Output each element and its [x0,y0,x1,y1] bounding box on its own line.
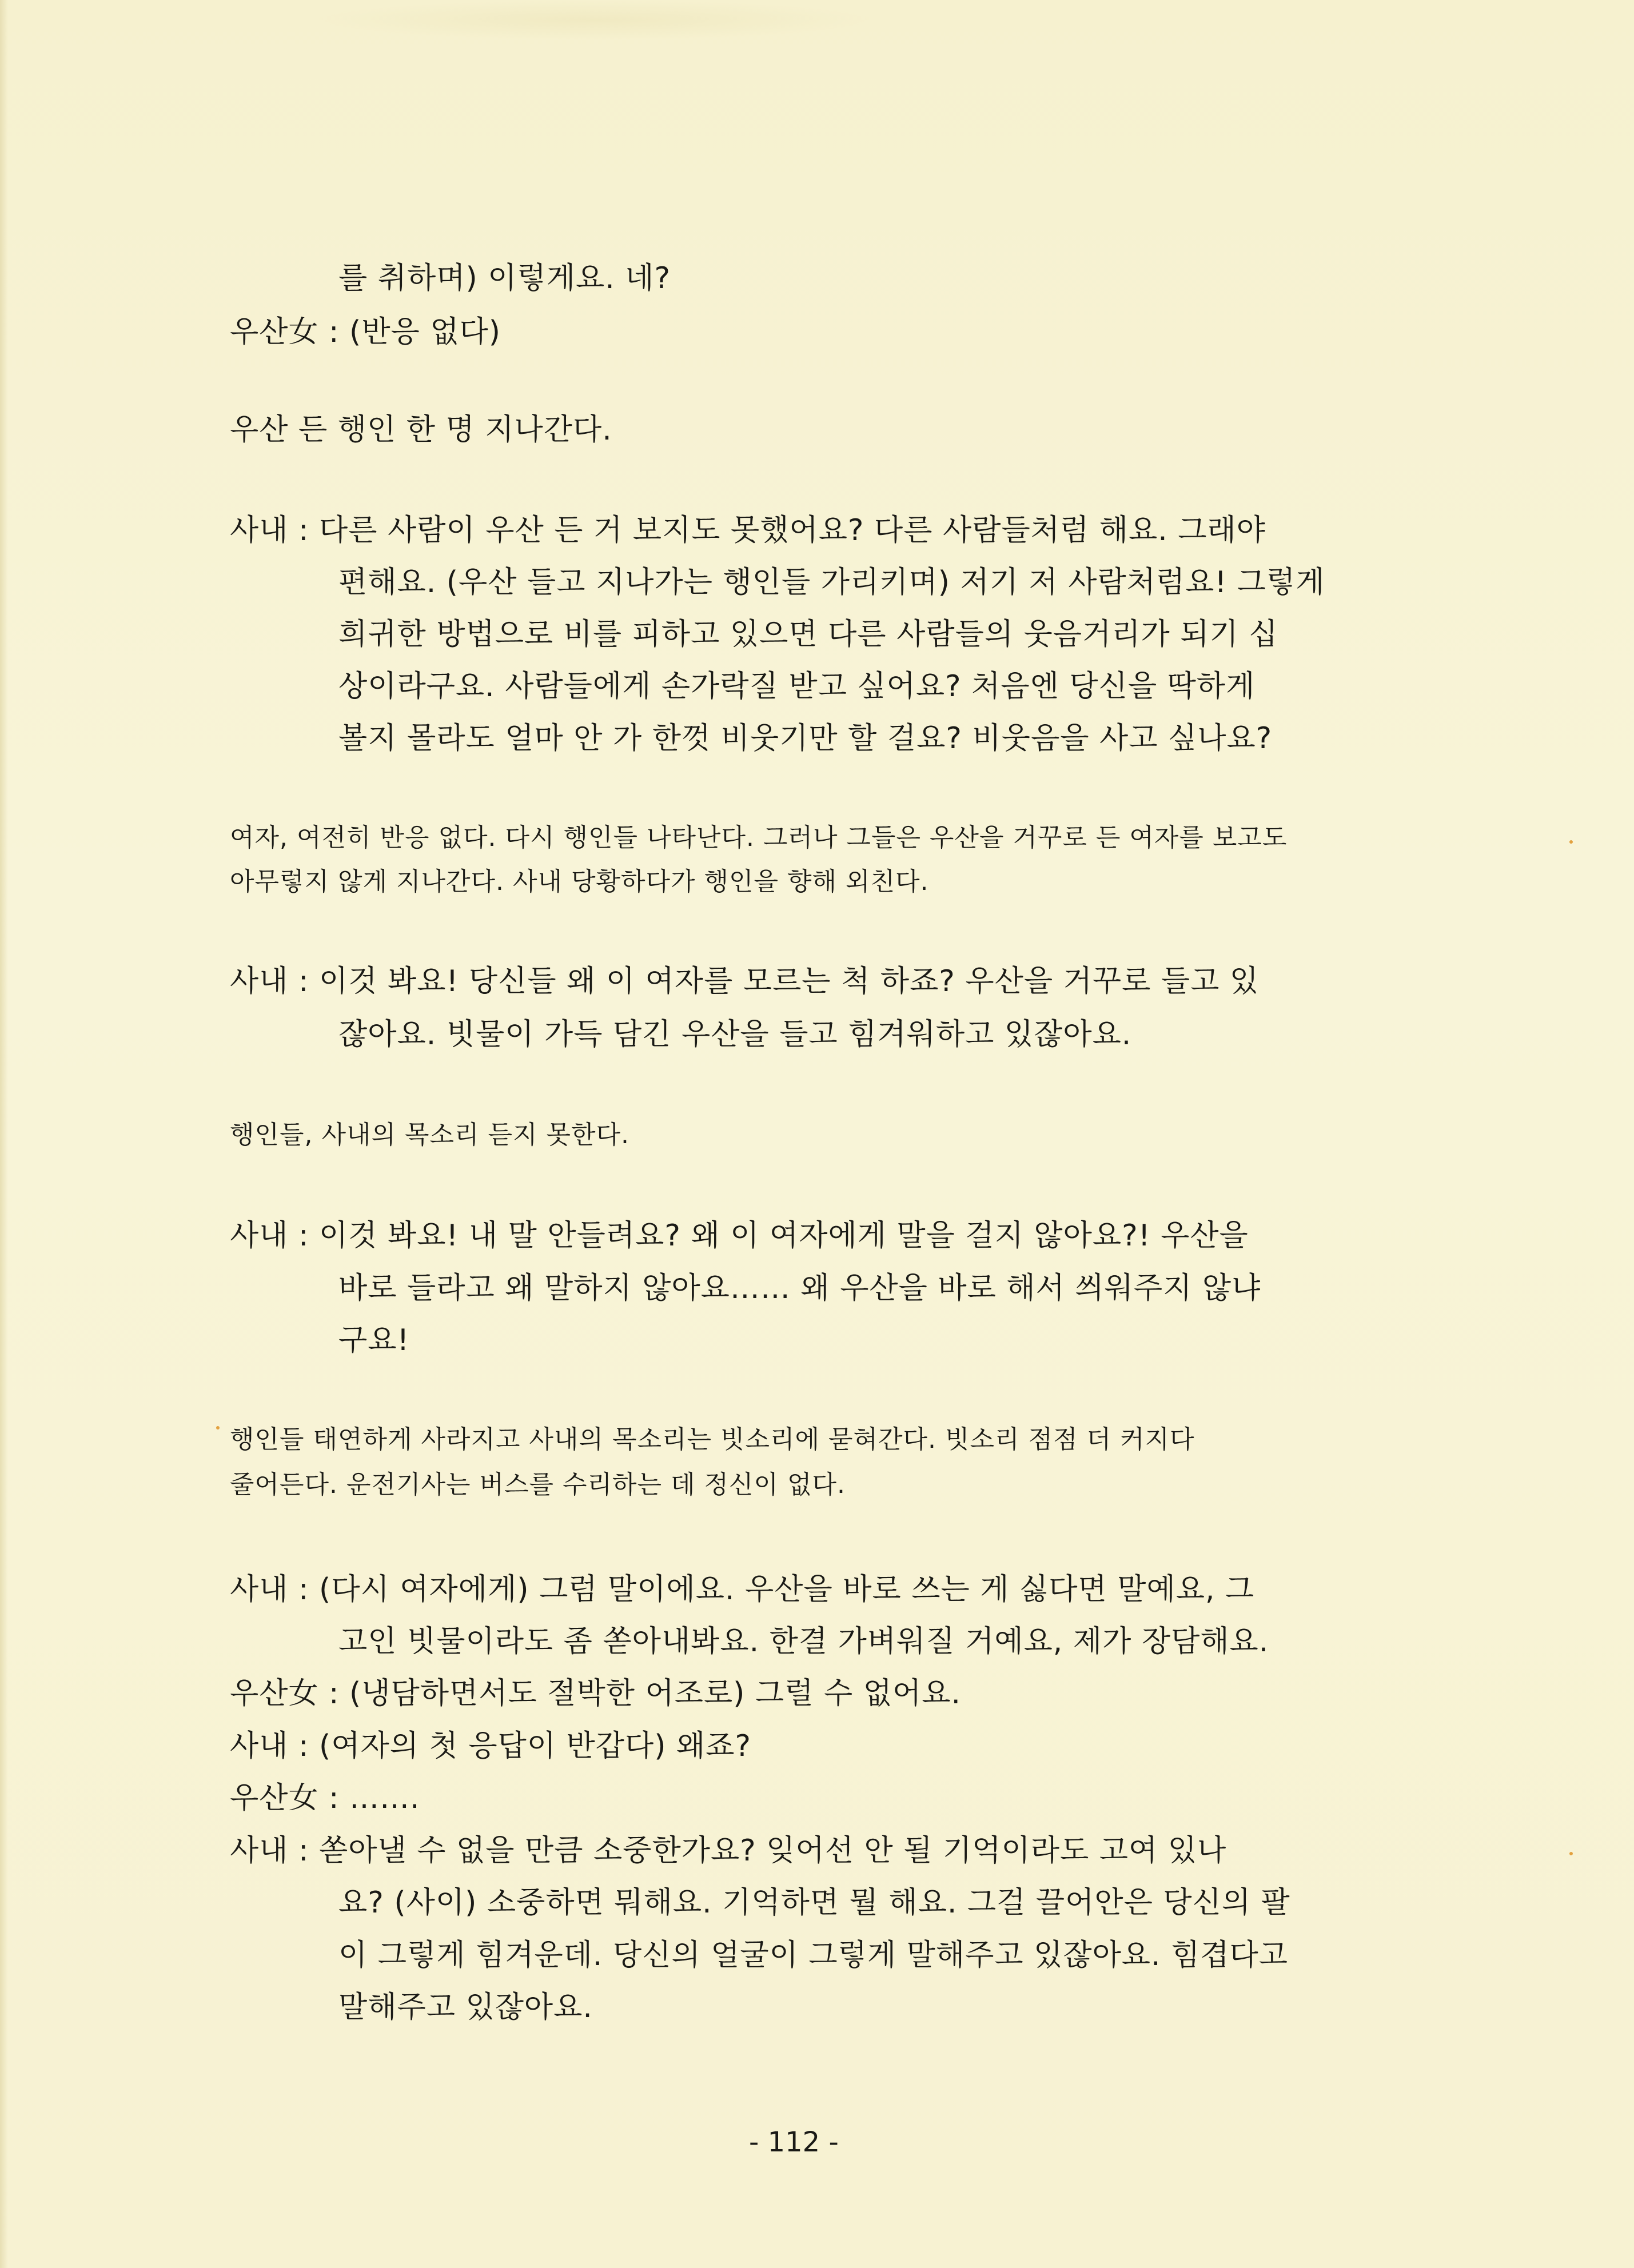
dialogue-line: 우산女 : (냉담하면서도 절박한 어조로) 그럴 수 없어요. [230,1676,961,1711]
paper-smudge [309,0,880,40]
binding-edge [0,0,8,2268]
dialogue-continuation-line: 편해요. (우산 들고 지나가는 행인들 가리키며) 저기 저 사람처럼요! 그렇게 [338,565,1325,600]
dialogue-continuation-line: 고인 빗물이라도 좀 쏟아내봐요. 한결 가벼워질 거예요, 제가 장담해요. [338,1624,1269,1659]
stage-direction-line: 우산 든 행인 한 명 지나간다. [230,413,612,447]
dialogue-continuation-line: 이 그렇게 힘겨운데. 당신의 얼굴이 그렇게 말해주고 있잖아요. 힘겹다고 [338,1938,1289,1972]
paper-speck [1569,1852,1573,1855]
dialogue-continuation-line: 바로 들라고 왜 말하지 않아요…… 왜 우산을 바로 해서 씌워주지 않냐 [338,1271,1261,1305]
dialogue-line: 사내 : 이것 봐요! 내 말 안들려요? 왜 이 여자에게 말을 걸지 않아요?! 우산을 [230,1219,1249,1253]
paper-speck [1569,840,1573,844]
dialogue-line: 우산女 : ……. [230,1781,420,1815]
stage-direction-line: 행인들, 사내의 목소리 듣지 못한다. [230,1120,629,1149]
page-number: - 112 - [749,2126,839,2158]
dialogue-continuation-line: 잖아요. 빗물이 가득 담긴 우산을 들고 힘겨워하고 있잖아요. [338,1017,1132,1052]
dialogue-continuation-line: 요? (사이) 소중하면 뭐해요. 기억하면 뭘 해요. 그걸 끌어안은 당신의 팔 [338,1886,1290,1920]
dialogue-continuation-line: 를 취하며) 이렇게요. 네? [338,261,671,296]
dialogue-continuation-line: 상이라구요. 사람들에게 손가락질 받고 싶어요? 처음엔 당신을 딱하게 [338,669,1256,704]
paper-speck [216,1426,220,1430]
stage-direction-line: 여자, 여전히 반응 없다. 다시 행인들 나타난다. 그러나 그들은 우산을 거꾸로 든 여자를 보고도 [230,823,1288,852]
dialogue-continuation-line: 희귀한 방법으로 비를 피하고 있으면 다른 사람들의 웃음거리가 되기 십 [338,617,1278,652]
dialogue-line: 사내 : (여자의 첫 응답이 반갑다) 왜죠? [230,1729,752,1763]
dialogue-line: 사내 : (다시 여자에게) 그럼 말이에요. 우산을 바로 쓰는 게 싫다면 말예요, 그 [230,1572,1255,1607]
dialogue-line: 사내 : 다른 사람이 우산 든 거 보지도 못했어요? 다른 사람들처럼 해요. 그래야 [230,513,1266,548]
dialogue-continuation-line: 볼지 몰라도 얼마 안 가 한껏 비웃기만 할 걸요? 비웃음을 사고 싶나요? [338,721,1273,756]
dialogue-line: 우산女 : (반응 없다) [230,315,501,349]
dialogue-line: 사내 : 이것 봐요! 당신들 왜 이 여자를 모르는 척 하죠? 우산을 거꾸로 들고 있 [230,964,1260,999]
dialogue-continuation-line: 구요! [338,1323,410,1357]
stage-direction-line: 줄어든다. 운전기사는 버스를 수리하는 데 정신이 없다. [230,1470,846,1499]
stage-direction-line: 행인들 태연하게 사라지고 사내의 목소리는 빗소리에 묻혀간다. 빗소리 점점 더 커지다 [230,1425,1195,1454]
dialogue-continuation-line: 말해주고 있잖아요. [338,1990,593,2025]
stage-direction-line: 아무렇지 않게 지나간다. 사내 당황하다가 행인을 향해 외친다. [230,867,929,896]
dialogue-line: 사내 : 쏟아낼 수 없을 만큼 소중한가요? 잊어선 안 될 기억이라도 고여 있나 [230,1834,1227,1868]
